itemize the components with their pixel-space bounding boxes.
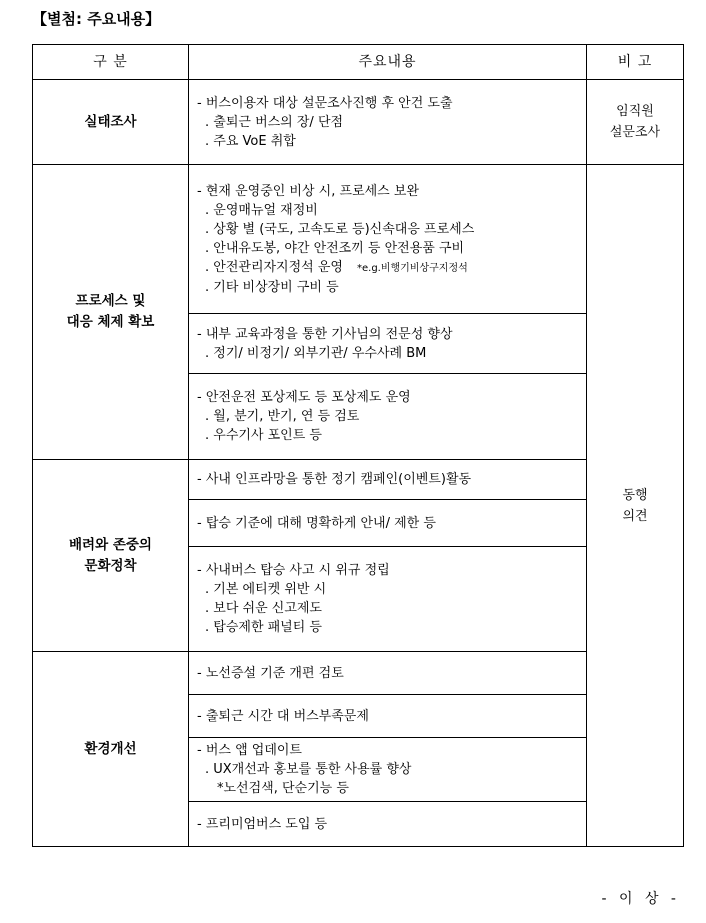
category-cell [33, 165, 189, 460]
category-cell [33, 652, 189, 847]
content-line: . 월, 분기, 반기, 연 등 검토 [205, 409, 360, 424]
content-cell [189, 652, 587, 695]
note-cell [587, 80, 684, 165]
content-line: - 출퇴근 시간 대 버스부족문제 [197, 708, 369, 724]
note-cell [587, 165, 684, 847]
content-cell [189, 374, 587, 460]
category-label: 환경개선 [84, 740, 137, 757]
content-line: . 보다 쉬운 신고제도 [205, 601, 322, 616]
category-label: 대응 체제 확보 [66, 314, 155, 330]
content-cell [189, 460, 587, 500]
content-cell [189, 80, 587, 165]
category-label: 문화정착 [84, 557, 137, 574]
content-line: - 현재 운영중인 비상 시, 프로세스 보완 [197, 183, 419, 199]
content-cell [189, 695, 587, 738]
content-line: . 탑승제한 패널티 등 [205, 620, 322, 635]
content-line: . UX개선과 홍보를 통한 사용률 향상 [205, 762, 412, 777]
content-line: - 사내버스 탑승 사고 시 위규 정립 [197, 563, 390, 578]
content-line: - 내부 교육과정을 통한 기사님의 전문성 향상 [197, 326, 453, 342]
category-cell [33, 460, 189, 652]
note-label: 설문조사 [609, 125, 661, 140]
table-row [33, 460, 684, 500]
category-label: 배려와 존중의 [69, 536, 152, 553]
main-content-table [32, 44, 684, 847]
content-line: . 기타 비상장비 구비 등 [205, 279, 339, 295]
header-note: 비 고 [587, 45, 684, 80]
note-label: 동행 [622, 487, 648, 503]
content-cell [189, 165, 587, 314]
table-header-row [33, 45, 684, 80]
content-line: - 버스 앱 업데이트 [197, 743, 302, 758]
footer-end-mark: - 이 상 - [601, 891, 680, 907]
content-cell [189, 314, 587, 374]
content-line: - 사내 인프라망을 통한 정기 캠페인(이벤트)활동 [197, 472, 472, 487]
table-row [33, 80, 684, 165]
content-line: . 운영매뉴얼 재정비 [205, 202, 318, 218]
content-cell [189, 738, 587, 802]
category-label: 실태조사 [84, 113, 137, 130]
header-category: 구 분 [33, 45, 189, 80]
content-line: . 우수기사 포인트 등 [205, 428, 322, 443]
content-line: . 상황 별 (국도, 고속도로 등)신속대응 프로세스 [205, 221, 475, 237]
content-line: - 버스이용자 대상 설문조사진행 후 안건 도출 [197, 95, 453, 111]
side-note: *e.g.비행기비상구지정석 [356, 262, 468, 274]
content-line: *노선검색, 단순기능 등 [217, 781, 349, 796]
note-label: 임직원 [616, 104, 654, 119]
content-line: . 출퇴근 버스의 장/ 단점 [205, 114, 344, 130]
table-row [33, 165, 684, 314]
content-cell [189, 547, 587, 652]
content-line: . 안내유도봉, 야간 안전조끼 등 안전용품 구비 [205, 240, 465, 256]
content-text: . 안전관리자지정석 운영 [205, 259, 343, 275]
content-line [197, 258, 580, 278]
table-row [33, 652, 684, 695]
content-line: - 노선증설 기준 개편 검토 [197, 665, 344, 681]
content-line: - 탑승 기준에 대해 명확하게 안내/ 제한 등 [197, 515, 436, 531]
content-cell [189, 500, 587, 547]
category-cell [33, 80, 189, 165]
page-title: 【별첨: 주요내용】 [32, 10, 161, 28]
category-label: 프로세스 및 [75, 293, 146, 309]
content-line: - 안전운전 포상제도 등 포상제도 운영 [197, 390, 411, 405]
content-line: . 주요 VoE 취합 [205, 133, 296, 149]
header-content: 주요내용 [189, 45, 587, 80]
note-label: 의견 [622, 508, 648, 524]
content-line: - 프리미엄버스 도입 등 [197, 816, 328, 832]
content-cell [189, 802, 587, 847]
content-line: . 정기/ 비정기/ 외부기관/ 우수사례 BM [205, 345, 427, 361]
content-line: . 기본 에티켓 위반 시 [205, 582, 327, 597]
